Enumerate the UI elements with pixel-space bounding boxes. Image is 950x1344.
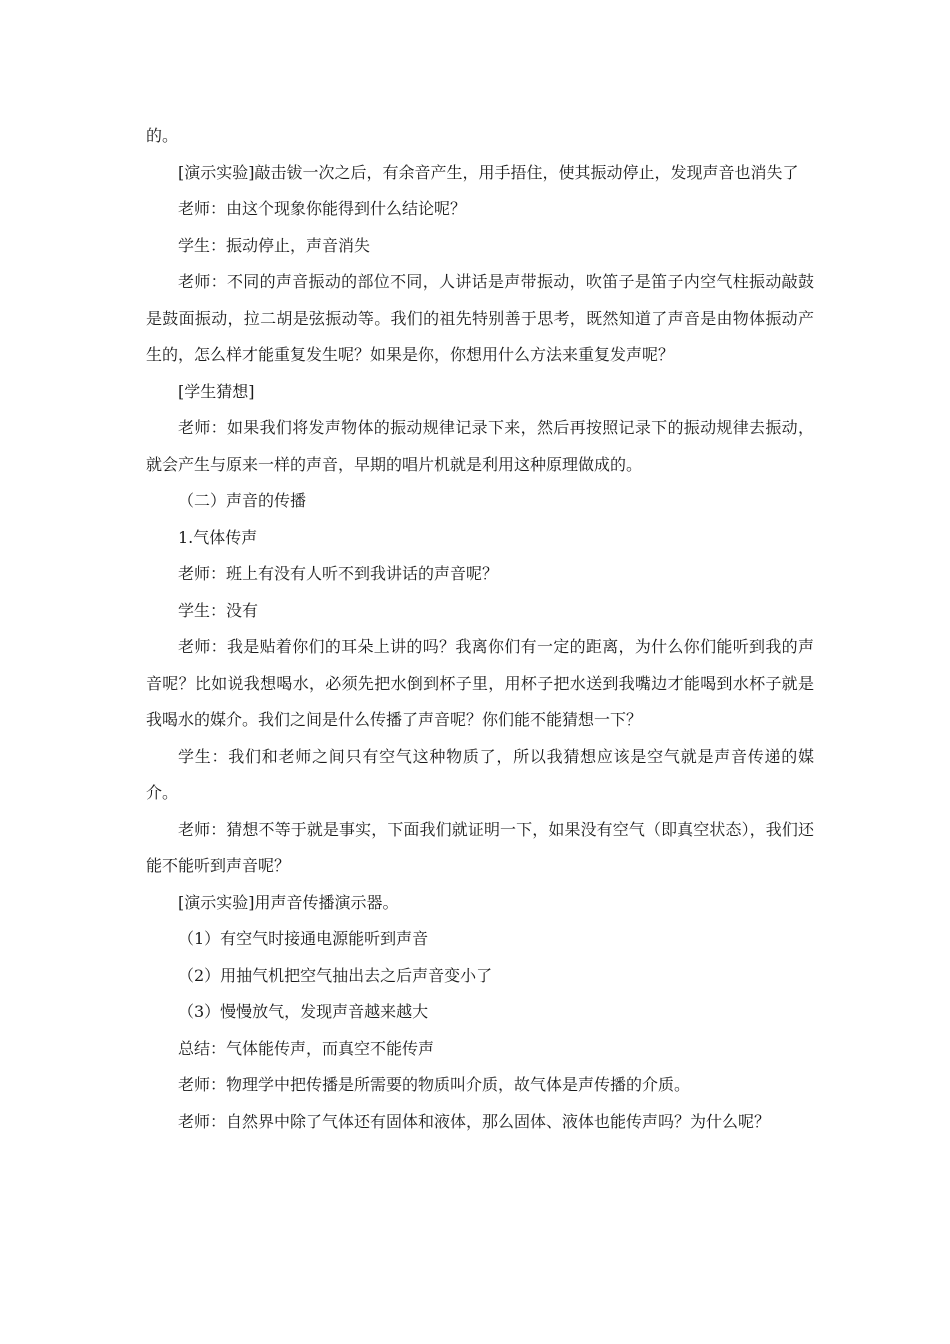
paragraph-20: 老师：物理学中把传播是所需要的物质叫介质，故气体是声传播的介质。 (178, 1075, 691, 1094)
list-item-2: （2）用抽气机把空气抽出去之后声音变小了 (178, 965, 493, 985)
paragraph-2: [演示实验]敲击钹一次之后，有余音产生，用手捂住，使其振动停止，发现声音也消失了 (178, 162, 799, 182)
paragraph-5: 老师：不同的声音振动的部位不同，人讲话是声带振动，吹笛子是笛子内空气柱振动敲鼓是鼓面振动，拉二胡是弦振动等。我们的祖先特别善于思考，既然知道了声音是由物体振动产生的，怎么样才能重复发生呢？如果是你，你想用什么方法来重复发声呢？ (146, 272, 814, 364)
paragraph-4: 学生：振动停止，声音消失 (178, 235, 371, 255)
paragraph-12: 老师：我是贴着你们的耳朵上讲的吗？我离你们有一定的距离，为什么你们能听到我的声音呢？比如说我想喝水，必须先把水倒到杯子里，用杯子把水送到我嘴边才能喝到水杯子就是我喝水的媒介。我们之间是什么传播了声音呢？你们能不能猜想一下？ (146, 637, 814, 729)
paragraph-11: 学生：没有 (178, 600, 259, 620)
subsection-heading: 1.气体传声 (178, 527, 258, 547)
paragraph-13: 学生：我们和老师之间只有空气这种物质了，所以我猜想应该是空气就是声音传递的媒介。 (146, 746, 814, 802)
section-heading: （二）声音的传播 (178, 491, 307, 510)
paragraph-1: 的。 (146, 126, 179, 145)
paragraph-3: 老师：由这个现象你能得到什么结论呢？ (178, 199, 467, 218)
paragraph-summary: 总结：气体能传声，而真空不能传声 (178, 1038, 435, 1058)
list-item-1: （1）有空气时接通电源能听到声音 (178, 929, 429, 948)
paragraph-21: 老师：自然界中除了气体还有固体和液体，那么固体、液体也能传声吗？为什么呢？ (178, 1111, 771, 1131)
paragraph-7: 老师：如果我们将发声物体的振动规律记录下来，然后再按照记录下的振动规律去振动，就会产生与原来一样的声音，早期的唱片机就是利用这种原理做成的。 (146, 418, 814, 474)
paragraph-14: 老师：猜想不等于就是事实，下面我们就证明一下，如果没有空气（即真空状态），我们还能不能听到声音呢？ (146, 819, 814, 875)
paragraph-6: [学生猜想] (178, 381, 255, 401)
document-body (146, 118, 814, 1140)
paragraph-15: [演示实验]用声音传播演示器。 (178, 892, 399, 912)
paragraph-10: 老师：班上有没有人听不到我讲话的声音呢？ (178, 564, 499, 583)
list-item-3: （3）慢慢放气，发现声音越来越大 (178, 1002, 429, 1021)
